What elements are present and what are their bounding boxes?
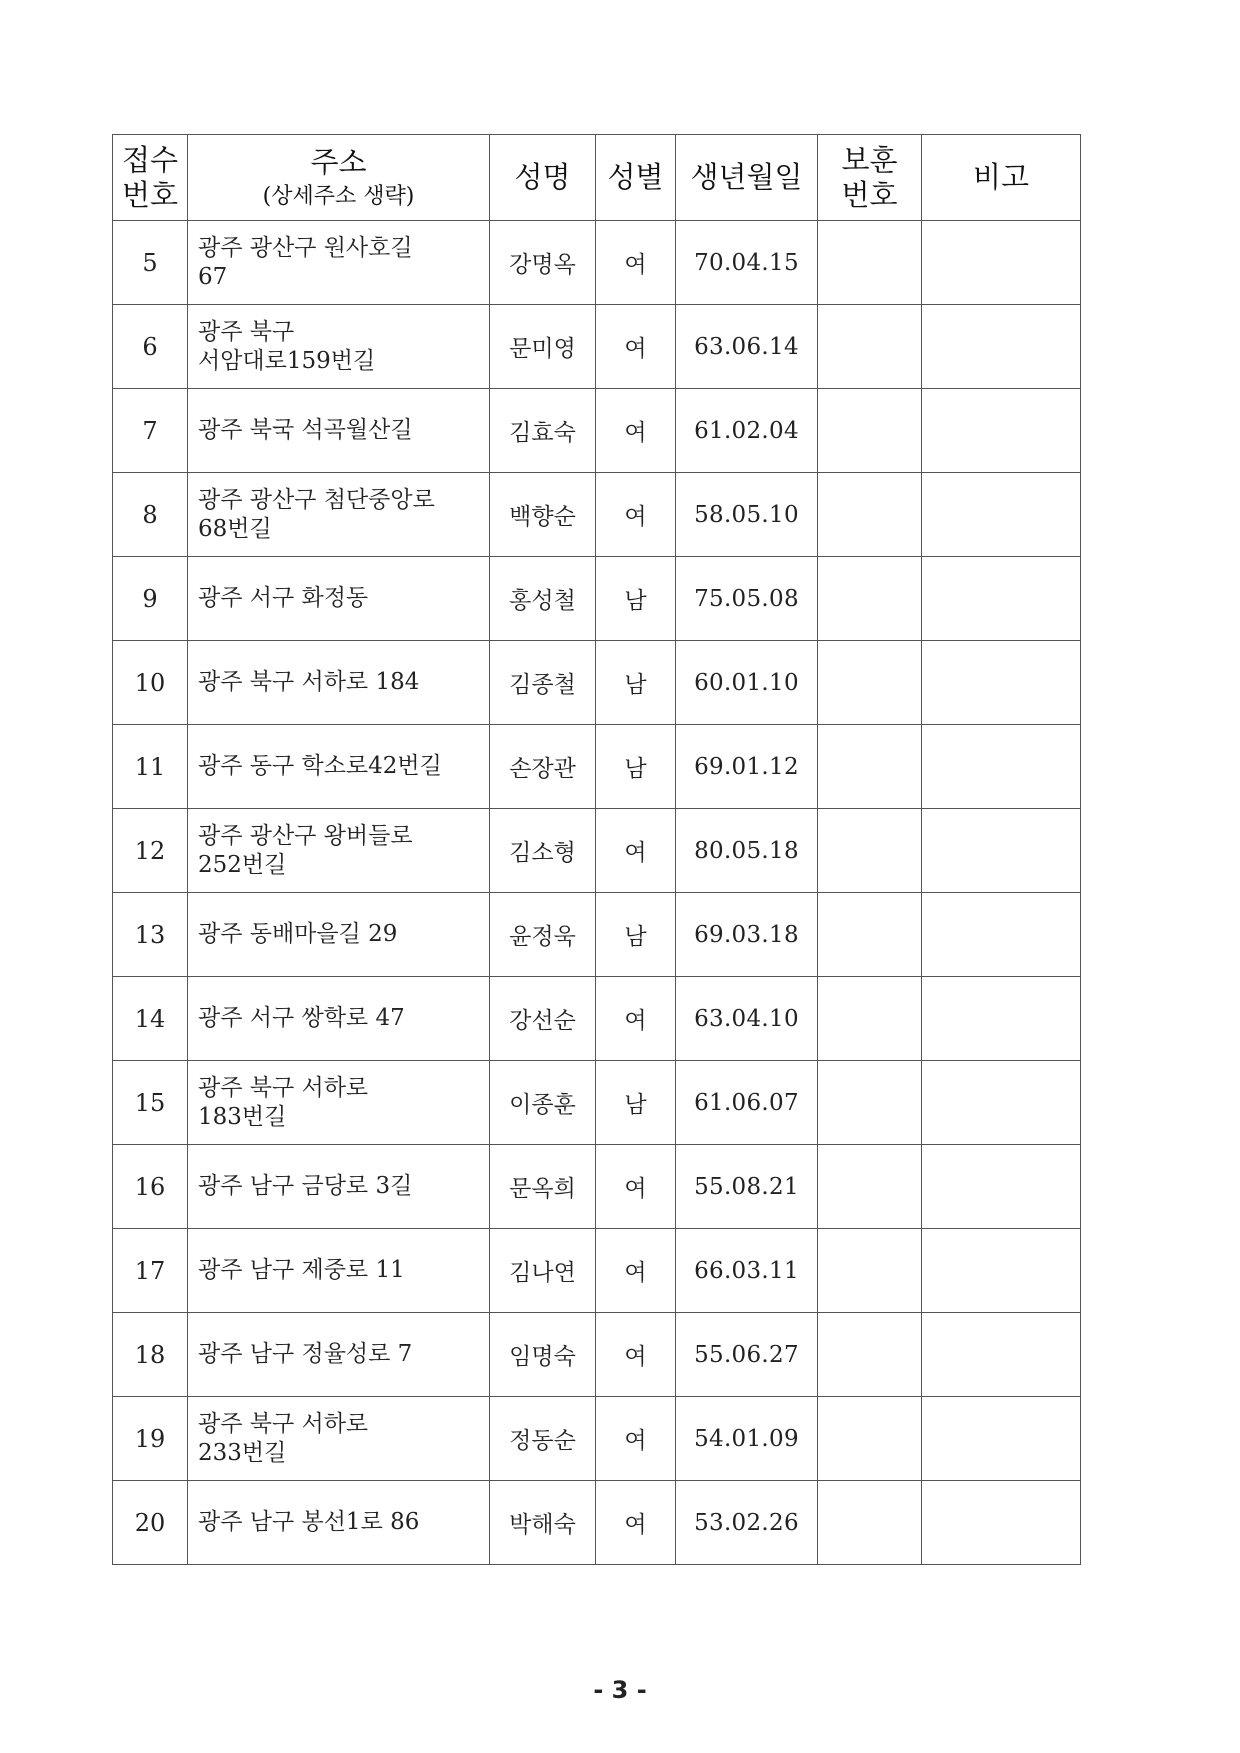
table-row [113,725,1081,809]
cell-address: 광주 북구 서하로 184 [188,641,490,725]
cell-birth-date: 69.01.12 [676,725,818,809]
cell-remarks [922,1313,1081,1397]
cell-gender: 남 [596,641,676,725]
cell-name: 강선순 [490,977,596,1061]
cell-gender: 여 [596,1481,676,1565]
header-birth-date: 생년월일 [676,135,818,221]
cell-veteran-no [818,809,922,893]
cell-receipt-no: 18 [113,1313,188,1397]
cell-remarks [922,389,1081,473]
cell-gender: 여 [596,809,676,893]
header-address [188,135,490,221]
header-veteran-no: 보훈 번호 [818,135,922,221]
cell-birth-date: 63.04.10 [676,977,818,1061]
cell-gender: 여 [596,1313,676,1397]
cell-receipt-no: 17 [113,1229,188,1313]
cell-veteran-no [818,473,922,557]
cell-remarks [922,1061,1081,1145]
cell-remarks [922,977,1081,1061]
table-row [113,893,1081,977]
cell-veteran-no [818,725,922,809]
cell-name: 김나연 [490,1229,596,1313]
header-receipt-no: 접수 번호 [113,135,188,221]
cell-gender: 남 [596,725,676,809]
cell-veteran-no [818,557,922,641]
cell-remarks [922,1397,1081,1481]
cell-remarks [922,473,1081,557]
table-row [113,389,1081,473]
cell-receipt-no: 8 [113,473,188,557]
cell-receipt-no: 16 [113,1145,188,1229]
cell-gender: 여 [596,1229,676,1313]
table-row [113,473,1081,557]
cell-name: 박해숙 [490,1481,596,1565]
cell-birth-date: 66.03.11 [676,1229,818,1313]
header-address-sub: (상세주소 생략) [262,183,415,209]
cell-name: 백향순 [490,473,596,557]
cell-receipt-no: 13 [113,893,188,977]
cell-remarks [922,221,1081,305]
table-row [113,641,1081,725]
cell-name: 문옥희 [490,1145,596,1229]
cell-gender: 여 [596,473,676,557]
cell-birth-date: 55.06.27 [676,1313,818,1397]
cell-birth-date: 55.08.21 [676,1145,818,1229]
header-gender: 성별 [596,135,676,221]
cell-gender: 여 [596,1145,676,1229]
cell-address: 광주 남구 제중로 11 [188,1229,490,1313]
cell-receipt-no: 15 [113,1061,188,1145]
cell-gender: 여 [596,305,676,389]
cell-gender: 여 [596,389,676,473]
cell-receipt-no: 10 [113,641,188,725]
cell-birth-date: 54.01.09 [676,1397,818,1481]
cell-birth-date: 80.05.18 [676,809,818,893]
cell-gender: 남 [596,557,676,641]
cell-veteran-no [818,1313,922,1397]
cell-address: 광주 북국 석곡월산길 [188,389,490,473]
table-row [113,1145,1081,1229]
cell-receipt-no: 14 [113,977,188,1061]
cell-address: 광주 북구 서하로 183번길 [188,1061,490,1145]
table-row [113,305,1081,389]
cell-birth-date: 70.04.15 [676,221,818,305]
cell-gender: 남 [596,893,676,977]
cell-remarks [922,1481,1081,1565]
cell-birth-date: 61.02.04 [676,389,818,473]
cell-remarks [922,305,1081,389]
cell-gender: 여 [596,221,676,305]
cell-veteran-no [818,893,922,977]
cell-name: 정동순 [490,1397,596,1481]
cell-address: 광주 남구 금당로 3길 [188,1145,490,1229]
cell-receipt-no: 9 [113,557,188,641]
cell-name: 김종철 [490,641,596,725]
cell-veteran-no [818,1061,922,1145]
cell-remarks [922,725,1081,809]
cell-birth-date: 61.06.07 [676,1061,818,1145]
cell-birth-date: 53.02.26 [676,1481,818,1565]
cell-address: 광주 북구 서암대로159번길 [188,305,490,389]
cell-remarks [922,1229,1081,1313]
page-number: - 3 - [593,1676,647,1704]
cell-gender: 여 [596,1397,676,1481]
table-header-row [113,135,1081,221]
table-row [113,977,1081,1061]
applicant-table [112,134,1081,1565]
table-row [113,809,1081,893]
cell-address: 광주 서구 화정동 [188,557,490,641]
cell-birth-date: 63.06.14 [676,305,818,389]
cell-veteran-no [818,1481,922,1565]
cell-birth-date: 69.03.18 [676,893,818,977]
cell-birth-date: 60.01.10 [676,641,818,725]
cell-remarks [922,809,1081,893]
header-remarks: 비고 [922,135,1081,221]
cell-veteran-no [818,1229,922,1313]
table-row [113,1481,1081,1565]
cell-remarks [922,557,1081,641]
cell-receipt-no: 7 [113,389,188,473]
cell-name: 김소형 [490,809,596,893]
cell-address: 광주 북구 서하로 233번길 [188,1397,490,1481]
cell-veteran-no [818,221,922,305]
header-address-label: 주소 [310,144,367,179]
cell-birth-date: 58.05.10 [676,473,818,557]
cell-name: 홍성철 [490,557,596,641]
cell-veteran-no [818,305,922,389]
table-row [113,1061,1081,1145]
cell-veteran-no [818,1397,922,1481]
cell-receipt-no: 20 [113,1481,188,1565]
cell-name: 윤정욱 [490,893,596,977]
cell-receipt-no: 11 [113,725,188,809]
cell-name: 김효숙 [490,389,596,473]
cell-veteran-no [818,641,922,725]
cell-veteran-no [818,389,922,473]
cell-birth-date: 75.05.08 [676,557,818,641]
cell-name: 강명옥 [490,221,596,305]
cell-receipt-no: 12 [113,809,188,893]
cell-veteran-no [818,977,922,1061]
cell-address: 광주 서구 쌍학로 47 [188,977,490,1061]
cell-address: 광주 남구 정율성로 7 [188,1313,490,1397]
cell-address: 광주 광산구 첨단중앙로 68번길 [188,473,490,557]
cell-name: 임명숙 [490,1313,596,1397]
cell-name: 문미영 [490,305,596,389]
cell-address: 광주 광산구 원사호길 67 [188,221,490,305]
table-row [113,557,1081,641]
cell-gender: 남 [596,1061,676,1145]
table-row [113,221,1081,305]
cell-name: 손장관 [490,725,596,809]
header-name: 성명 [490,135,596,221]
cell-address: 광주 남구 봉선1로 86 [188,1481,490,1565]
cell-name: 이종훈 [490,1061,596,1145]
cell-gender: 여 [596,977,676,1061]
cell-veteran-no [818,1145,922,1229]
table-row [113,1229,1081,1313]
table-row [113,1313,1081,1397]
cell-remarks [922,893,1081,977]
cell-remarks [922,1145,1081,1229]
cell-receipt-no: 19 [113,1397,188,1481]
cell-receipt-no: 5 [113,221,188,305]
cell-address: 광주 광산구 왕버들로 252번길 [188,809,490,893]
cell-address: 광주 동구 학소로42번길 [188,725,490,809]
table-row [113,1397,1081,1481]
applicant-table-container [112,134,1080,1565]
cell-address: 광주 동배마을길 29 [188,893,490,977]
cell-receipt-no: 6 [113,305,188,389]
cell-remarks [922,641,1081,725]
